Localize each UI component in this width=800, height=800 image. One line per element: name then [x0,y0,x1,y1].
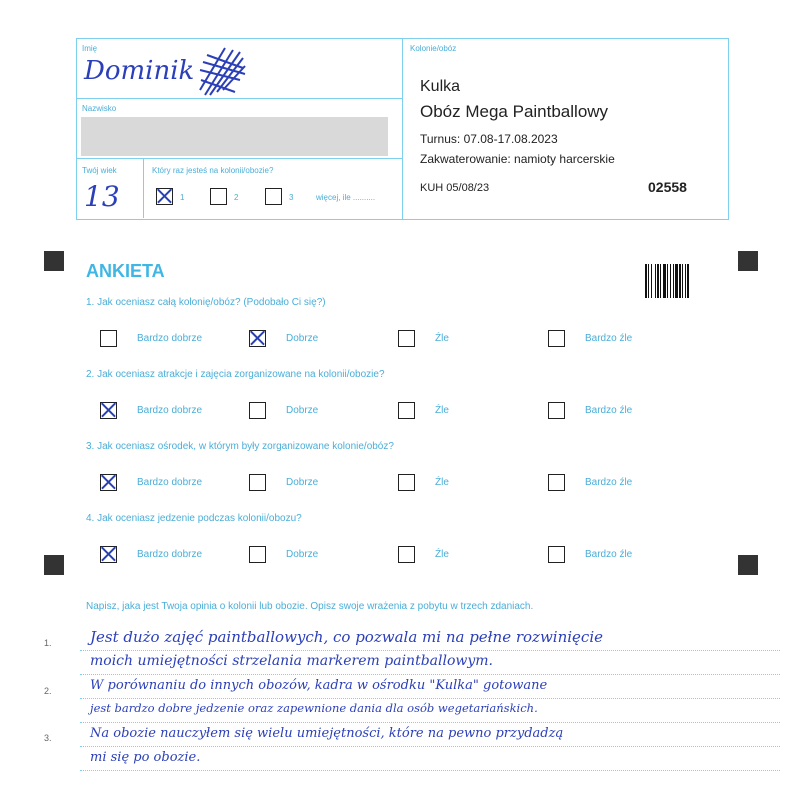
question-2-checkbox-1[interactable] [100,402,117,419]
question-1-checkbox-3[interactable] [398,330,415,347]
barcode-bar [645,264,647,298]
writing-line [80,674,780,675]
opinion-line-5[interactable]: Na obozie nauczyłem się wielu umiejętności, które na pewno przydadzą [90,726,564,741]
barcode-bar [682,264,683,298]
scribble-icon [195,40,250,100]
question-1-option-2: Dobrze [286,333,319,344]
camp-code: KUH 05/08/23 [420,182,490,194]
form-number: 02558 [648,179,687,195]
camp-name: Kulka [420,78,461,95]
wiek-divider [143,158,144,218]
registration-mark-tl [44,251,64,271]
question-4-option-3: Źle [435,549,449,560]
nazwisko-divider [76,158,402,159]
barcode-bar [651,264,652,298]
question-4-checkbox-3[interactable] [398,546,415,563]
barcode-icon [645,264,701,303]
question-3-checkbox-4[interactable] [548,474,565,491]
ktory-raz-option-more: więcej, ile .......... [316,193,376,202]
question-3-text: 3. Jak oceniasz ośrodek, w którym były zorganizowane kolonie/obóz? [86,441,394,452]
question-1-option-1: Bardzo dobrze [137,333,203,344]
barcode-bar [687,264,689,298]
opinion-prompt: Napisz, jaka jest Twoja opinia o kolonii lub obozie. Opisz swoje wrażenia z pobytu w trzech zdaniach. [86,601,534,612]
survey-title: ANKIETA [86,261,165,281]
ktory-raz-option-1: 1 [180,193,185,202]
line-number-1: 1. [44,638,52,648]
question-4-checkbox-1[interactable] [100,546,117,563]
barcode-bar [663,264,666,298]
question-1-text: 1. Jak oceniasz całą kolonię/obóz? (Podobało Ci się?) [86,297,326,308]
question-2-option-3: Źle [435,405,449,416]
ktory-raz-checkbox-2[interactable] [210,188,227,205]
question-2-option-1: Bardzo dobrze [137,405,203,416]
barcode-bar [675,264,678,298]
ktory-raz-checkbox-1[interactable] [156,188,173,205]
question-4-checkbox-4[interactable] [548,546,565,563]
question-3-checkbox-1[interactable] [100,474,117,491]
registration-mark-bl [44,555,64,575]
barcode-bar [670,264,671,298]
writing-line [80,770,780,771]
imie-label: Imię [82,44,98,53]
opinion-line-6[interactable]: mi się po obozie. [90,750,201,765]
wiek-value[interactable]: 13 [84,180,120,213]
imie-value[interactable]: Dominik [84,56,195,86]
question-4-option-1: Bardzo dobrze [137,549,203,560]
writing-line [80,722,780,723]
question-3-option-3: Źle [435,477,449,488]
ktory-raz-option-2: 2 [234,193,239,202]
opinion-line-2[interactable]: moich umiejętności strzelania markerem paintballowym. [90,653,493,669]
question-2-checkbox-2[interactable] [249,402,266,419]
barcode-bar [648,264,649,298]
barcode-bar [657,264,659,298]
question-2-option-4: Bardzo źle [585,405,633,416]
question-4-option-4: Bardzo źle [585,549,633,560]
barcode-bar [655,264,656,298]
opinion-line-3[interactable]: W porównaniu do innych obozów, kadra w ośrodku "Kulka" gotowane [90,678,548,693]
writing-line [80,698,780,699]
question-1-option-3: Źle [435,333,449,344]
question-1-checkbox-1[interactable] [100,330,117,347]
question-3-option-1: Bardzo dobrze [137,477,203,488]
question-3-option-2: Dobrze [286,477,319,488]
question-2-text: 2. Jak oceniasz atrakcje i zajęcia zorganizowane na kolonii/obozie? [86,369,385,380]
header-divider [402,38,403,219]
question-1-checkbox-4[interactable] [548,330,565,347]
question-4-checkbox-2[interactable] [249,546,266,563]
question-3-checkbox-2[interactable] [249,474,266,491]
opinion-line-4[interactable]: jest bardzo dobre jedzenie oraz zapewnione dania dla osób wegetariańskich. [90,701,538,715]
zakwaterowanie: Zakwaterowanie: namioty harcerskie [420,152,615,166]
writing-line [80,746,780,747]
question-4-option-2: Dobrze [286,549,319,560]
turnus: Turnus: 07.08-17.08.2023 [420,132,558,146]
question-2-checkbox-4[interactable] [548,402,565,419]
barcode-bar [679,264,681,298]
barcode-bar [660,264,661,298]
registration-mark-br [738,555,758,575]
question-3-checkbox-3[interactable] [398,474,415,491]
ktory-raz-option-3: 3 [289,193,294,202]
question-1-option-4: Bardzo źle [585,333,633,344]
wiek-label: Twój wiek [82,166,117,175]
question-2-checkbox-3[interactable] [398,402,415,419]
kolonie-label: Kolonie/obóz [410,44,457,53]
question-3-option-4: Bardzo źle [585,477,633,488]
camp-title: Obóz Mega Paintballowy [420,102,609,121]
question-4-text: 4. Jak oceniasz jedzenie podczas kolonii/obozu? [86,513,302,524]
question-2-option-2: Dobrze [286,405,319,416]
writing-line [80,650,780,651]
ktory-raz-checkbox-3[interactable] [265,188,282,205]
nazwisko-redacted [81,117,388,156]
question-1-checkbox-2[interactable] [249,330,266,347]
opinion-line-1[interactable]: Jest dużo zajęć paintballowych, co pozwala mi na pełne rozwinięcie [90,628,603,646]
barcode-bar [685,264,686,298]
line-number-3: 3. [44,733,52,743]
nazwisko-label: Nazwisko [82,104,117,113]
line-number-2: 2. [44,686,52,696]
barcode-bar [673,264,674,298]
ktory-raz-label: Który raz jesteś na kolonii/obozie? [152,166,274,175]
registration-mark-tr [738,251,758,271]
barcode-bar [667,264,668,298]
